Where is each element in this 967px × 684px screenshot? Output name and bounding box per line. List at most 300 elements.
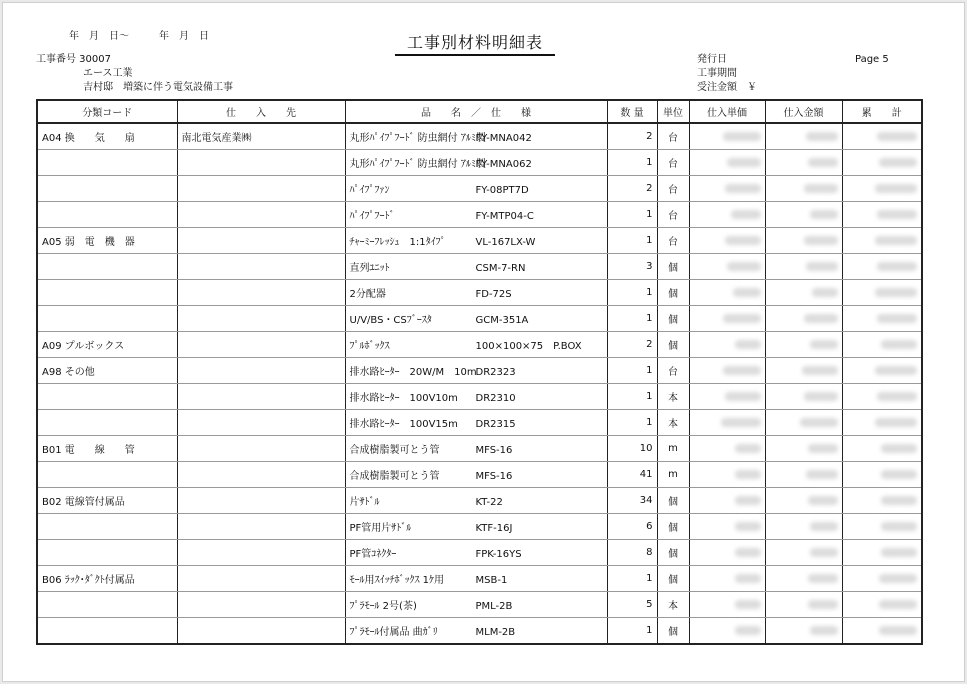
amount-cell (765, 254, 842, 280)
unit-cell: 個 (657, 540, 689, 566)
category-cell: A04 換 気 扇 (37, 123, 177, 150)
redacted-value (879, 574, 917, 583)
cumulative-cell (842, 123, 922, 150)
item-cell (345, 280, 607, 306)
unit-price-cell (689, 410, 765, 436)
quantity-cell: 1 (607, 202, 657, 228)
unit-price-cell (689, 358, 765, 384)
quantity-cell: 41 (607, 462, 657, 488)
supplier-cell (177, 176, 345, 202)
cumulative-cell (842, 462, 922, 488)
redacted-value (810, 210, 838, 219)
redacted-value (727, 158, 761, 167)
quantity-cell: 8 (607, 540, 657, 566)
unit-cell: 本 (657, 384, 689, 410)
category-cell (37, 202, 177, 228)
table-row (37, 410, 922, 436)
unit-cell: 本 (657, 410, 689, 436)
redacted-value (723, 314, 761, 323)
cumulative-cell (842, 618, 922, 645)
cumulative-cell (842, 436, 922, 462)
col-item: 品 名 ／ 仕 様 (345, 100, 607, 123)
cumulative-cell (842, 514, 922, 540)
item-cell (345, 410, 607, 436)
amount-cell (765, 358, 842, 384)
cumulative-cell (842, 358, 922, 384)
unit-price-cell (689, 228, 765, 254)
unit-price-cell (689, 566, 765, 592)
redacted-value (881, 444, 917, 453)
redacted-value (875, 418, 917, 427)
unit-price-cell (689, 618, 765, 645)
amount-cell (765, 332, 842, 358)
redacted-value (875, 288, 917, 297)
supplier-cell (177, 540, 345, 566)
unit-price-cell (689, 123, 765, 150)
cumulative-cell (842, 176, 922, 202)
unit-cell: 個 (657, 332, 689, 358)
unit-cell: 台 (657, 202, 689, 228)
redacted-value (877, 210, 917, 219)
redacted-value (735, 496, 761, 505)
item-spec: 100×100×75 P.BOX (475, 341, 582, 352)
supplier-cell (177, 306, 345, 332)
redacted-value (808, 158, 838, 167)
col-unit: 単位 (657, 100, 689, 123)
quantity-cell: 10 (607, 436, 657, 462)
quantity-cell: 3 (607, 254, 657, 280)
table-header-row (37, 100, 922, 123)
cumulative-cell (842, 332, 922, 358)
redacted-value (804, 392, 838, 401)
amount-cell (765, 150, 842, 176)
table-row (37, 488, 922, 514)
item-name: 2分配器 (349, 289, 386, 300)
supplier-cell (177, 228, 345, 254)
redacted-value (881, 470, 917, 479)
redacted-value (735, 600, 761, 609)
unit-cell: 台 (657, 176, 689, 202)
redacted-value (808, 574, 838, 583)
item-spec: FY-MTP04-C (475, 211, 534, 222)
cumulative-cell (842, 592, 922, 618)
unit-price-cell (689, 176, 765, 202)
cumulative-cell (842, 202, 922, 228)
redacted-value (810, 340, 838, 349)
redacted-value (879, 600, 917, 609)
redacted-value (875, 184, 917, 193)
item-cell (345, 228, 607, 254)
redacted-value (881, 496, 917, 505)
item-spec: FY-MNA042 (475, 133, 532, 144)
site-name: 吉村邸 増築に伴う電気設備工事 (83, 82, 233, 93)
category-cell (37, 618, 177, 645)
table-row (37, 540, 922, 566)
redacted-value (804, 184, 838, 193)
unit-cell: 台 (657, 228, 689, 254)
redacted-value (881, 340, 917, 349)
redacted-value (806, 132, 838, 141)
col-cumulative: 累 計 (842, 100, 922, 123)
amount-cell (765, 514, 842, 540)
redacted-value (881, 522, 917, 531)
category-cell (37, 176, 177, 202)
unit-price-cell (689, 488, 765, 514)
quantity-cell: 2 (607, 123, 657, 150)
cumulative-cell (842, 228, 922, 254)
date-range: 年 月 日～ 年 月 日 (69, 31, 209, 42)
unit-cell: 個 (657, 566, 689, 592)
category-cell (37, 306, 177, 332)
item-name: ﾌﾟﾙﾎﾞｯｸｽ (349, 341, 390, 352)
page-number: Page 5 (855, 54, 889, 65)
category-cell: B06 ﾗｯｸ･ﾀﾞｸﾄ付属品 (37, 566, 177, 592)
unit-price-cell (689, 306, 765, 332)
item-cell (345, 358, 607, 384)
unit-cell: 台 (657, 150, 689, 176)
redacted-value (808, 444, 838, 453)
table-row (37, 358, 922, 384)
supplier-cell (177, 592, 345, 618)
unit-price-cell (689, 332, 765, 358)
period-label: 工事期間 (697, 68, 737, 79)
item-cell (345, 540, 607, 566)
table-row (37, 202, 922, 228)
supplier-cell (177, 150, 345, 176)
unit-price-cell (689, 202, 765, 228)
item-spec: KTF-16J (475, 523, 513, 534)
item-name: 直列ﾕﾆｯﾄ (349, 263, 390, 274)
redacted-value (804, 314, 838, 323)
redacted-value (877, 314, 917, 323)
item-cell (345, 123, 607, 150)
unit-cell: 台 (657, 358, 689, 384)
item-name: ﾁｬｰﾐｰﾌﾚｯｼｭ 1:1ﾀｲﾌﾟ (349, 237, 446, 248)
supplier-cell (177, 618, 345, 645)
item-spec: MFS-16 (475, 471, 513, 482)
item-spec: MLM-2B (475, 627, 516, 638)
amount-cell (765, 202, 842, 228)
redacted-value (735, 574, 761, 583)
quantity-cell: 2 (607, 332, 657, 358)
project-number: 工事番号 30007 (36, 54, 111, 65)
quantity-cell: 6 (607, 514, 657, 540)
redacted-value (735, 548, 761, 557)
category-cell: B02 電線管付属品 (37, 488, 177, 514)
table-row (37, 228, 922, 254)
table-row (37, 592, 922, 618)
table-row (37, 332, 922, 358)
amount-cell (765, 592, 842, 618)
amount-cell (765, 410, 842, 436)
redacted-value (810, 626, 838, 635)
cumulative-cell (842, 280, 922, 306)
table-row (37, 514, 922, 540)
item-name: ﾊﾟｲﾌﾟﾌｧﾝ (349, 185, 390, 196)
supplier-cell: 南北電気産業㈱ (177, 123, 345, 150)
item-spec: GCM-351A (475, 315, 529, 326)
redacted-value (725, 236, 761, 245)
redacted-value (879, 158, 917, 167)
cumulative-cell (842, 566, 922, 592)
item-name: 合成樹脂製可とう管 (349, 445, 440, 456)
redacted-value (731, 210, 761, 219)
item-cell (345, 618, 607, 645)
item-name: U/V/BS・CSﾌﾞｰｽﾀ (349, 315, 432, 326)
redacted-value (725, 184, 761, 193)
cumulative-cell (842, 540, 922, 566)
supplier-cell (177, 514, 345, 540)
table-row (37, 150, 922, 176)
item-name: ﾌﾟﾗﾓｰﾙ付属品 曲ｶﾞﾘ (349, 627, 438, 638)
item-cell (345, 176, 607, 202)
category-cell: A98 その他 (37, 358, 177, 384)
redacted-value (723, 366, 761, 375)
item-spec: FPK-16YS (475, 549, 522, 560)
redacted-value (812, 288, 838, 297)
col-category: 分類コード (37, 100, 177, 123)
amount-cell (765, 123, 842, 150)
item-spec: DR2310 (475, 393, 516, 404)
unit-price-cell (689, 514, 765, 540)
item-name: 合成樹脂製可とう管 (349, 471, 440, 482)
quantity-cell: 1 (607, 150, 657, 176)
amount-cell (765, 384, 842, 410)
cumulative-cell (842, 384, 922, 410)
materials-table (36, 99, 923, 645)
category-cell: A05 弱 電 機 器 (37, 228, 177, 254)
item-cell (345, 332, 607, 358)
table-row (37, 280, 922, 306)
unit-cell: 個 (657, 488, 689, 514)
item-name: PF管ｺﾈｸﾀｰ (349, 549, 397, 560)
redacted-value (806, 470, 838, 479)
table-row (37, 123, 922, 150)
supplier-cell (177, 436, 345, 462)
item-name: 排水路ﾋｰﾀｰ 100V15m (349, 419, 458, 430)
cumulative-cell (842, 410, 922, 436)
amount-cell (765, 228, 842, 254)
unit-cell: 個 (657, 618, 689, 645)
supplier-cell (177, 332, 345, 358)
unit-cell: m (657, 462, 689, 488)
redacted-value (875, 236, 917, 245)
unit-cell: 個 (657, 514, 689, 540)
quantity-cell: 1 (607, 566, 657, 592)
redacted-value (735, 626, 761, 635)
unit-cell: 個 (657, 280, 689, 306)
item-cell (345, 566, 607, 592)
table-row (37, 436, 922, 462)
quantity-cell: 5 (607, 592, 657, 618)
amount-cell (765, 566, 842, 592)
category-cell (37, 254, 177, 280)
unit-cell: 個 (657, 306, 689, 332)
category-cell: A09 プルボックス (37, 332, 177, 358)
supplier-cell (177, 488, 345, 514)
category-cell (37, 592, 177, 618)
redacted-value (877, 392, 917, 401)
supplier-cell (177, 384, 345, 410)
redacted-value (875, 366, 917, 375)
report-page (2, 2, 965, 682)
quantity-cell: 1 (607, 358, 657, 384)
quantity-cell: 1 (607, 410, 657, 436)
order-amount-label: 受注金額 ￥ (697, 82, 757, 93)
unit-cell: 台 (657, 123, 689, 150)
item-spec: DR2315 (475, 419, 516, 430)
category-cell (37, 540, 177, 566)
item-spec: MSB-1 (475, 575, 508, 586)
redacted-value (877, 262, 917, 271)
supplier-cell (177, 280, 345, 306)
supplier-cell (177, 202, 345, 228)
category-cell (37, 514, 177, 540)
item-spec: DR2323 (475, 367, 516, 378)
redacted-value (802, 366, 838, 375)
redacted-value (735, 470, 761, 479)
quantity-cell: 1 (607, 384, 657, 410)
redacted-value (723, 132, 761, 141)
item-name: 丸形ﾊﾟｲﾌﾟﾌｰﾄﾞ 防虫網付 ｱﾙﾐ製 (349, 133, 486, 144)
category-cell (37, 384, 177, 410)
cumulative-cell (842, 488, 922, 514)
redacted-value (806, 262, 838, 271)
redacted-value (804, 236, 838, 245)
item-cell (345, 384, 607, 410)
item-name: ﾓｰﾙ用ｽｲｯﾁﾎﾞｯｸｽ 1ｹ用 (349, 575, 445, 586)
table-row (37, 176, 922, 202)
item-spec: VL-167LX-W (475, 237, 536, 248)
redacted-value (735, 340, 761, 349)
quantity-cell: 34 (607, 488, 657, 514)
supplier-cell (177, 254, 345, 280)
quantity-cell: 2 (607, 176, 657, 202)
table-row (37, 618, 922, 645)
redacted-value (808, 496, 838, 505)
redacted-value (735, 444, 761, 453)
item-name: 排水路ﾋｰﾀｰ 100V10m (349, 393, 458, 404)
unit-cell: m (657, 436, 689, 462)
item-name: 丸形ﾊﾟｲﾌﾟﾌｰﾄﾞ 防虫網付 ｱﾙﾐ製 (349, 159, 486, 170)
col-unit-price: 仕入単価 (689, 100, 765, 123)
item-cell (345, 462, 607, 488)
category-cell (37, 280, 177, 306)
amount-cell (765, 176, 842, 202)
unit-price-cell (689, 436, 765, 462)
table-row (37, 254, 922, 280)
quantity-cell: 1 (607, 228, 657, 254)
cumulative-cell (842, 254, 922, 280)
redacted-value (808, 600, 838, 609)
redacted-value (881, 548, 917, 557)
table-row (37, 566, 922, 592)
redacted-value (810, 522, 838, 531)
item-spec: CSM-7-RN (475, 263, 526, 274)
unit-price-cell (689, 540, 765, 566)
item-cell (345, 202, 607, 228)
item-cell (345, 306, 607, 332)
amount-cell (765, 306, 842, 332)
item-spec: FD-72S (475, 289, 512, 300)
amount-cell (765, 488, 842, 514)
amount-cell (765, 618, 842, 645)
table-row (37, 384, 922, 410)
item-name: 片ｻﾄﾞﾙ (349, 497, 380, 508)
item-name: 排水路ﾋｰﾀｰ 20W/M 10m (349, 367, 477, 378)
item-cell (345, 488, 607, 514)
client-name: エース工業 (83, 68, 133, 79)
unit-cell: 本 (657, 592, 689, 618)
supplier-cell (177, 358, 345, 384)
col-supplier: 仕 入 先 (177, 100, 345, 123)
table-row (37, 462, 922, 488)
category-cell (37, 410, 177, 436)
col-amount: 仕入金額 (765, 100, 842, 123)
item-cell (345, 436, 607, 462)
quantity-cell: 1 (607, 280, 657, 306)
supplier-cell (177, 410, 345, 436)
item-name: ﾊﾟｲﾌﾟﾌｰﾄﾞ (349, 211, 395, 222)
redacted-value (733, 288, 761, 297)
supplier-cell (177, 462, 345, 488)
unit-price-cell (689, 254, 765, 280)
supplier-cell (177, 566, 345, 592)
item-spec: FY-MNA062 (475, 159, 532, 170)
quantity-cell: 1 (607, 618, 657, 645)
category-cell (37, 150, 177, 176)
redacted-value (725, 392, 761, 401)
unit-price-cell (689, 592, 765, 618)
amount-cell (765, 436, 842, 462)
category-cell (37, 462, 177, 488)
unit-cell: 個 (657, 254, 689, 280)
item-cell (345, 514, 607, 540)
cumulative-cell (842, 150, 922, 176)
redacted-value (800, 418, 838, 427)
quantity-cell: 1 (607, 306, 657, 332)
item-cell (345, 150, 607, 176)
unit-price-cell (689, 384, 765, 410)
unit-price-cell (689, 280, 765, 306)
category-cell: B01 電 線 管 (37, 436, 177, 462)
cumulative-cell (842, 306, 922, 332)
item-cell (345, 592, 607, 618)
amount-cell (765, 540, 842, 566)
col-quantity: 数 量 (607, 100, 657, 123)
redacted-value (735, 522, 761, 531)
redacted-value (810, 548, 838, 557)
redacted-value (721, 418, 761, 427)
amount-cell (765, 280, 842, 306)
issue-date-label: 発行日 (697, 54, 727, 65)
unit-price-cell (689, 150, 765, 176)
report-title: 工事別材料明細表 (395, 33, 555, 56)
item-name: ﾌﾟﾗﾓｰﾙ 2号(茶) (349, 601, 417, 612)
amount-cell (765, 462, 842, 488)
item-spec: PML-2B (475, 601, 513, 612)
item-name: PF管用片ｻﾄﾞﾙ (349, 523, 412, 534)
redacted-value (879, 626, 917, 635)
item-spec: FY-08PT7D (475, 185, 529, 196)
unit-price-cell (689, 462, 765, 488)
item-spec: MFS-16 (475, 445, 513, 456)
item-cell (345, 254, 607, 280)
redacted-value (727, 262, 761, 271)
item-spec: KT-22 (475, 497, 503, 508)
table-row (37, 306, 922, 332)
redacted-value (877, 132, 917, 141)
